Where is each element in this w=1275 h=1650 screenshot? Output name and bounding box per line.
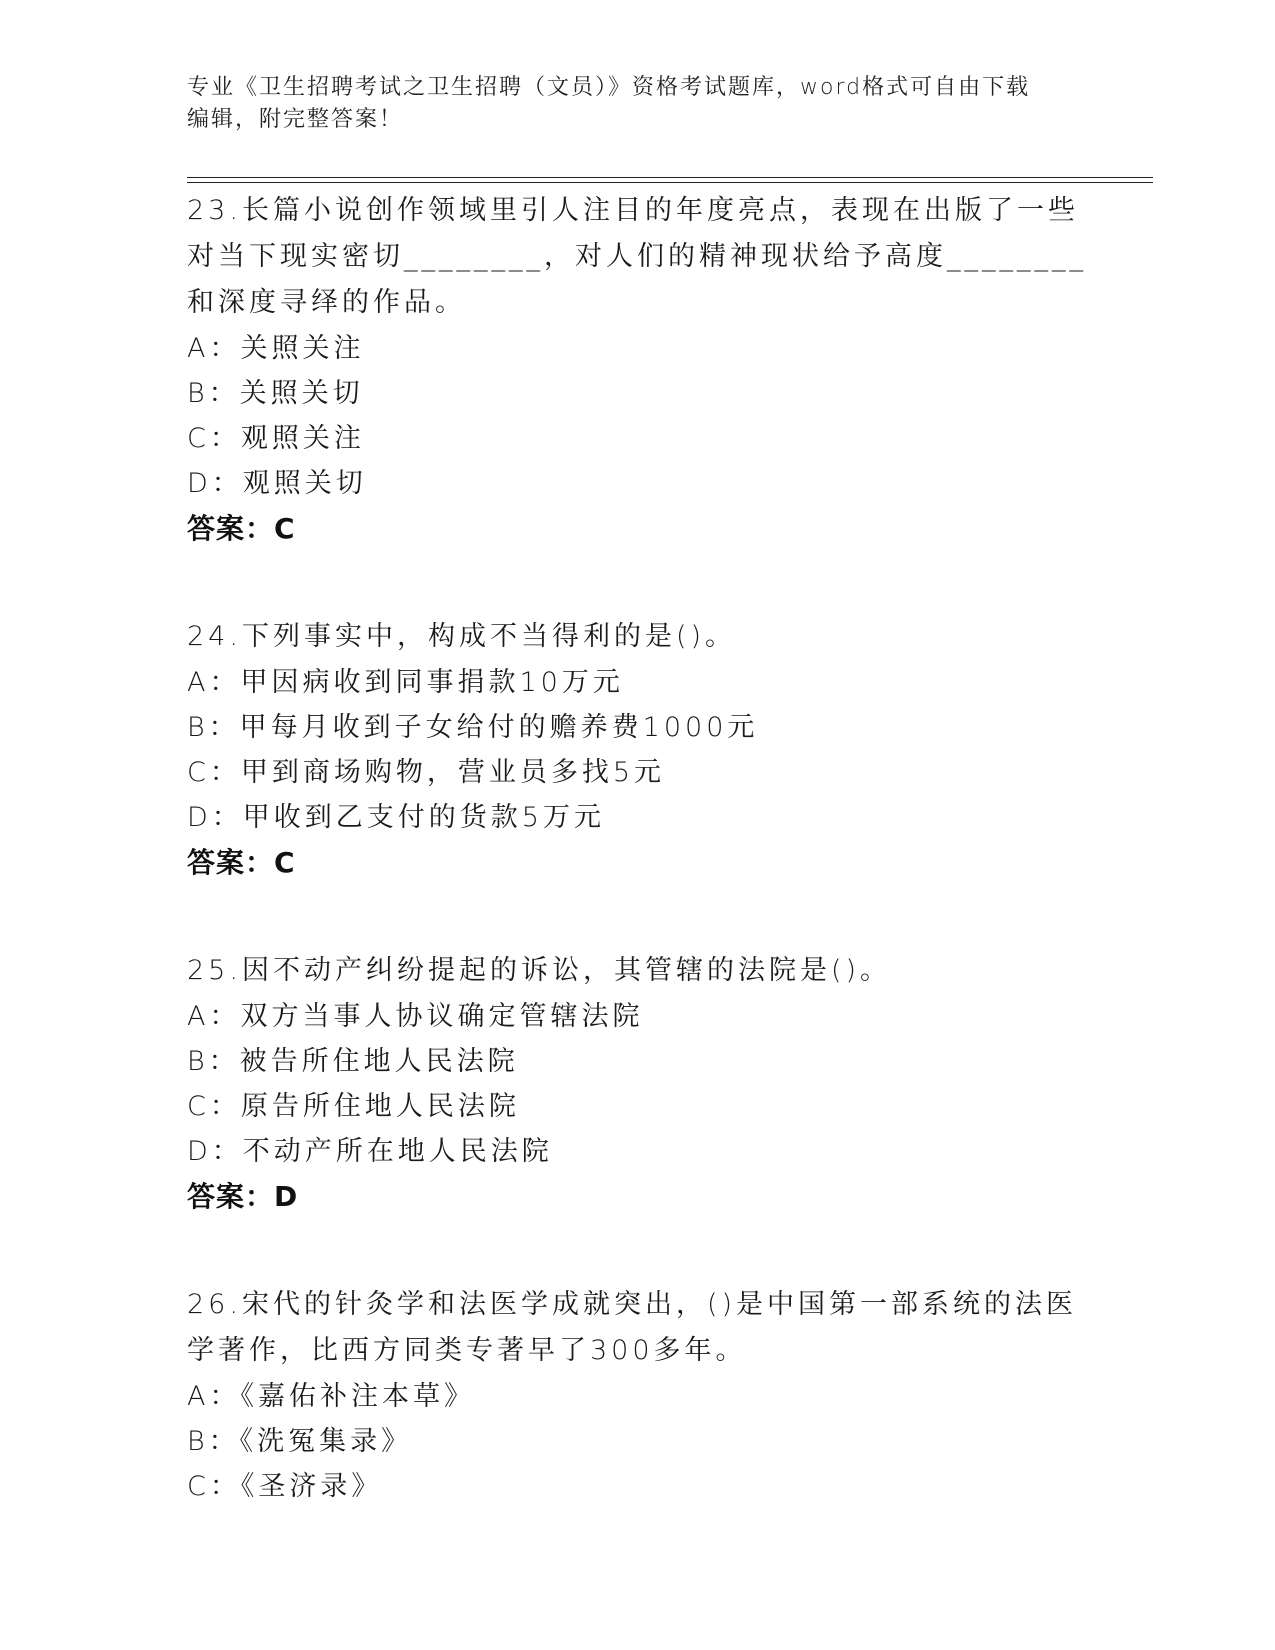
option-b: B：关照关切	[187, 378, 364, 409]
question-stem: 24.下列事实中，构成不当得利的是()。	[187, 621, 737, 652]
option-c: C：《圣济录》	[187, 1471, 383, 1502]
question-stem: 25.因不动产纠纷提起的诉讼，其管辖的法院是()。	[187, 955, 892, 986]
question-24	[187, 614, 1087, 886]
option-d: D：甲收到乙支付的货款5万元	[187, 802, 605, 833]
question-list	[187, 188, 1087, 1571]
option-a: A：《嘉佑补注本草》	[187, 1381, 475, 1412]
option-b: B：《洗冤集录》	[187, 1426, 413, 1457]
question-stem: 23.长篇小说创作领域里引人注目的年度亮点，表现在出版了一些对当下现实密切________，对人们的精神现状给予高度________和深度寻绎的作品。	[187, 195, 1087, 318]
option-a: A：双方当事人协议确定管辖法院	[187, 1001, 644, 1032]
header-rule-top	[187, 177, 1153, 178]
option-b: B：被告所住地人民法院	[187, 1046, 519, 1077]
option-a: A：甲因病收到同事捐款10万元	[187, 667, 624, 698]
document-header	[187, 72, 1087, 136]
header-rule-bottom	[187, 182, 1153, 183]
question-25	[187, 948, 1087, 1220]
answer-line: 答案：D	[187, 1180, 299, 1213]
option-c: C：观照关注	[187, 423, 365, 454]
question-stem: 26.宋代的针灸学和法医学成就突出，()是中国第一部系统的法医学著作，比西方同类专著早了300多年。	[187, 1289, 1078, 1366]
header-line-1: 专业《卫生招聘考试之卫生招聘（文员）》资格考试题库，word格式可自由下载	[187, 75, 1031, 100]
question-26	[187, 1282, 1087, 1509]
option-a: A：关照关注	[187, 333, 365, 364]
answer-line: 答案：C	[187, 846, 296, 879]
option-b: B：甲每月收到子女给付的赡养费1000元	[187, 712, 759, 743]
option-d: D：观照关切	[187, 468, 367, 499]
answer-line: 答案：C	[187, 512, 296, 545]
option-d: D：不动产所在地人民法院	[187, 1136, 553, 1167]
option-c: C：原告所住地人民法院	[187, 1091, 520, 1122]
header-line-2: 编辑，附完整答案！	[187, 107, 404, 132]
question-23	[187, 188, 1087, 552]
option-c: C：甲到商场购物，营业员多找5元	[187, 757, 666, 788]
